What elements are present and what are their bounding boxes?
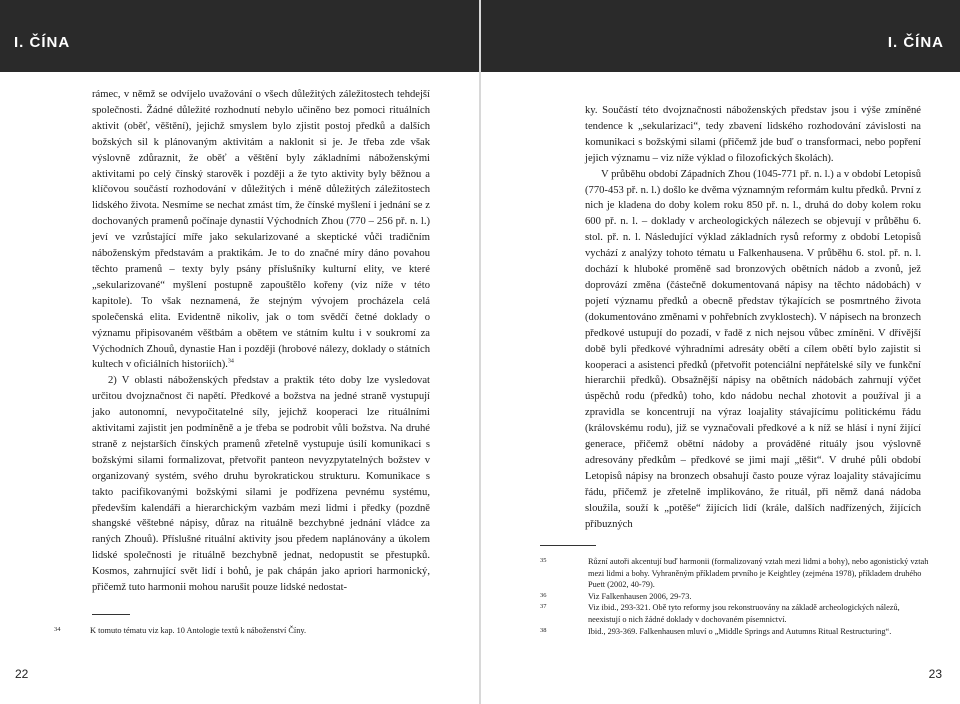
footnote-number: 37 — [540, 603, 547, 611]
footnote-text: Viz Falkenhausen 2006, 29-73. — [588, 591, 692, 601]
footnote-number: 35 — [540, 557, 547, 564]
left-body-text — [92, 87, 430, 596]
right-header-bar — [481, 0, 960, 72]
left-header-bar — [0, 0, 479, 72]
right-footnotes — [540, 556, 933, 637]
footnote-number: 34 — [54, 626, 61, 633]
right-paragraph-1: ky. Součástí této dvojznačnosti náboženských představ jsou i výše zmíněné tendence k „sekularizaci“, tedy zbavení lidského rozhodování závislosti na komunikaci s božskými silami (přičemž jde buď o transformaci, nebo popření jejich významu – viz níže výklad o filozofických školách). — [585, 105, 921, 164]
footnote-36 — [540, 591, 933, 603]
left-page — [0, 0, 479, 704]
left-page-number: 22 — [15, 667, 29, 681]
footnote-ref-34[interactable]: 34 — [227, 358, 234, 365]
right-body-text — [585, 103, 921, 532]
footnote-38 — [540, 626, 933, 638]
footnote-number: 38 — [540, 626, 547, 634]
left-paragraph-1-text: rámec, v němž se odvíjelo uvažování o všech důležitých záležitostech tehdejší společnosti. Žádné důležité rozhodnutí nebylo učiněno bez pomoci rituálních aktivit (oběť, věštění), jejichž smyslem bylo zjistit postoj předků a dalších božských sil k plánovaným aktivitám a naklonit si je. Je třeba zde však výslovně zdůraznit, že oběť a věštění byly základními náboženskými aktivitami po celý čínský starověk i později a že tyto aktivity byly běžnou a klíčovou součástí rozhodování v důležitých i méně důležitých záležitostech lidského života. Nesmíme se nechat zmást tím, že čínské myšlení i jednání se z dochovaných pramenů počínaje dynastií Východních Zhou (770 – 256 př. n. l.) jeví ve vzrůstající míře jako sekularizované a skeptické vůči tradičním náboženským představám a praktikám. Je to do značné míry dáno povahou těchto pramenů – texty byly psány příslušníky kulturní elity, ve které „sekularizované“ myšlení postupně zapouštělo kořeny (viz níže v této kapitole). To však neznamená, že stejným vývojem procházela celá společenská elita. Evidentně nikoliv, jak o tom svědčí četné doklady o významu připisovaném věštbám a obětem ve státním kultu i v soukromí za Východních Zhouů, dynastie Han i později (hrobové nálezy, doklady o státních kultech v oficiálních historiích). — [92, 89, 430, 371]
right-paragraph-2: V průběhu období Západních Zhou (1045-771 př. n. l.) a v období Letopisů (770-453 př. n. l.) došlo ke dvěma významným reformám kultu předků. První z nich je kladena do doby kolem roku 850 př. n. l., druhá do doby kolem roku 600 př. n. l. – doklady v archeologických nálezech se objevují v průběhu 6. stol. př. n. l. Následující výklad základních rysů reformy z období Letopisů vychází z analýzy tohoto tématu u Falkenhausena. V průběhu 6. stol. př. n. l. dochází k hluboké proměně sad bronzových obětních nádob a zvonů, jež doprovází změna (částečně dokumentovaná nápisy na těchto nádobách) v pojetí významu předků a obecně představ týkajících se posmrtného života (dokumentováno změnami v pohřebních zvyklostech). V nápisech na bronzech předkové ustupují do pozadí, v řadě z nich nejsou vůbec zmíněni. V dřívější době byli předkové výhradními adresáty obětí a cílem obětí bylo zajistit si kooperaci a asistenci předků (přetvořit potenciální nepřátelské síly ve funkční hierarchii předků). Obsažnější nápisy na obětních nádobách zahrnují výčet úspěchů rodu (předků) toho, kdo nádobu nechal zhotovit a používal ji a zpravidla se koncentrují na výraz loajality stávajícímu politickému řádu (královskému rodu), již se vyznačovali předkové a k níž se hlásí i nyní žijící generace, přičemž obětní nádoby a prováděné rituály jsou výslovně adresovány předkům – předkové se jimi mají „těšit“. V druhé půli období Letopisů nápisy na bronzech obsahují často pouze výraz loajality stávajícímu řádu, přičemž je zřetelně implikováno, že rituál, při němž daná nádoba sloužila, souží k „potěše“ žijících lidí (krále, dalších nadřízených, žijících příbuzných — [585, 168, 921, 530]
left-footnotes — [54, 625, 430, 637]
footnote-35 — [540, 556, 933, 591]
footnote-number: 36 — [540, 591, 547, 599]
left-paragraph-2: 2) V oblasti náboženských představ a praktik této doby lze vysledovat určitou dvojznačnost či napětí. Předkové a božstva na jedné straně vystupují jako autonomní, nevypočitatelné síly, jejichž kooperaci lze rituálními aktivitami zajistit jen podmíněně a je třeba se podrobit vůli božstva. Na druhé straně z nejstarších čínských pramenů zřetelně vystupuje úsilí komunikaci s božskými silami formalizovat, přetvořit panteon nevyzpytatelných božstev v organizovaný systém, svého druhu byrokratickou strukturu. Komunikace s takto pacifikovanými božskými silami je podřízena pevnému systému, především kalendáři a hierarchickým vazbám mezi lidmi i předky (pozdně shangské věštebné nápisy, důraz na rituálně bezchybné jednání vládce za raných Zhouů). Příslušné rituální aktivity jsou předem naplánovány a úkolem lidské společnosti je rituálně bezchybně jednat, nedopustit se přestupků. Kosmos, zahrnující svět lidí i bohů, je pak chápán jako apriori harmonický, přičemž tuto harmonii mohou narušit pouze lidské nedostat- — [92, 375, 430, 594]
footnote-text: Různí autoři akcentují buď harmonii (formalizovaný vztah mezi lidmi a bohy), nebo agonistický vztah mezi lidmi a bohy. Vyhraněným příkladem prvního je Keightley (zejména 1978), příkladem druhého Puett (2002, 40-79). — [588, 557, 929, 590]
right-page — [481, 0, 960, 704]
footnote-34 — [54, 625, 430, 637]
footnote-text: Ibid., 293-369. Falkenhausen mluví o „Middle Springs and Autumns Ritual Restructuring“. — [588, 626, 892, 636]
left-header-title: I. ČÍNA — [14, 34, 71, 51]
right-page-number: 23 — [928, 667, 942, 681]
right-footnote-rule — [540, 545, 596, 546]
footnote-37 — [540, 602, 933, 625]
footnote-text: Viz ibid., 293-321. Obě tyto reformy jsou rekonstruovány na základě archeologických nálezů, neexistují o nich žádné doklady v dochovaném písemnictví. — [588, 603, 900, 624]
left-footnote-rule — [92, 614, 130, 615]
footnote-text: K tomuto tématu viz kap. 10 Antologie textů k náboženství Číny. — [90, 626, 307, 635]
left-paragraph-1 — [92, 87, 430, 373]
right-header-title: I. ČÍNA — [887, 34, 944, 51]
